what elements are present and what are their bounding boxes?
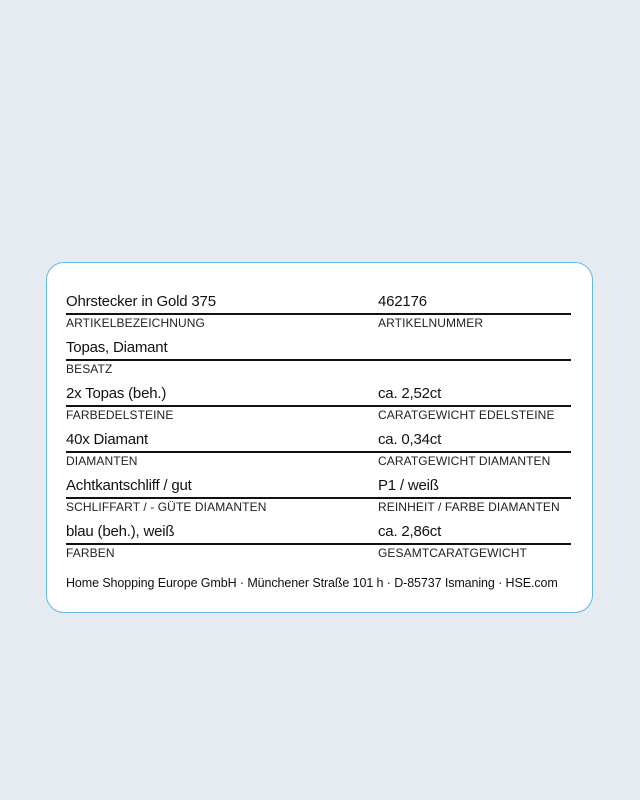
row-cut [47, 477, 592, 523]
gemstones-cell [66, 385, 173, 422]
total-carat-label: GESAMTCARATGEWICHT [378, 546, 527, 560]
row-divider [66, 451, 571, 453]
row-article [47, 293, 592, 339]
cut-quality-value: Achtkantschliff / gut [66, 477, 192, 494]
row-setting [47, 339, 592, 385]
row-divider [66, 405, 571, 407]
colors-cell [66, 523, 174, 560]
company-footer: Home Shopping Europe GmbH · Münchener Straße 101 h · D-85737 Ismaning · HSE.com [66, 576, 558, 590]
row-gemstones [47, 385, 592, 431]
row-divider [66, 359, 571, 361]
clarity-color-label: REINHEIT / FARBE DIAMANTEN [378, 500, 560, 514]
cut-quality-label: SCHLIFFART / - GÜTE DIAMANTEN [66, 500, 267, 514]
setting-label: BESATZ [66, 362, 113, 376]
diamonds-label: DIAMANTEN [66, 454, 138, 468]
article-name-label: ARTIKELBEZEICHNUNG [66, 316, 205, 330]
cut-quality-cell [66, 477, 266, 514]
setting-value: Topas, Diamant [66, 339, 168, 356]
gemstone-carat-label: CARATGEWICHT EDELSTEINE [378, 408, 555, 422]
diamonds-value: 40x Diamant [66, 431, 149, 448]
colors-label: FARBEN [66, 546, 115, 560]
total-carat-cell [378, 523, 527, 560]
row-divider [66, 497, 571, 499]
row-colors [47, 523, 592, 569]
gemstones-value: 2x Topas (beh.) [66, 385, 167, 402]
setting-cell [66, 339, 167, 376]
total-carat-value: ca. 2,86ct [378, 523, 442, 540]
article-number-cell [378, 293, 483, 330]
row-diamonds [47, 431, 592, 477]
gemstone-carat-value: ca. 2,52ct [378, 385, 442, 402]
row-divider [66, 313, 571, 315]
diamond-carat-value: ca. 0,34ct [378, 431, 442, 448]
clarity-color-cell [378, 477, 560, 514]
gemstone-carat-cell [378, 385, 555, 422]
article-name-value: Ohrstecker in Gold 375 [66, 293, 216, 310]
product-info-card [46, 262, 593, 613]
diamonds-cell [66, 431, 148, 468]
article-number-value: 462176 [378, 293, 427, 310]
diamond-carat-label: CARATGEWICHT DIAMANTEN [378, 454, 551, 468]
colors-value: blau (beh.), weiß [66, 523, 175, 540]
clarity-color-value: P1 / weiß [378, 477, 439, 494]
gemstones-label: FARBEDELSTEINE [66, 408, 174, 422]
article-number-label: ARTIKELNUMMER [378, 316, 484, 330]
row-divider [66, 543, 571, 545]
article-name-cell [66, 293, 216, 330]
diamond-carat-cell [378, 431, 550, 468]
